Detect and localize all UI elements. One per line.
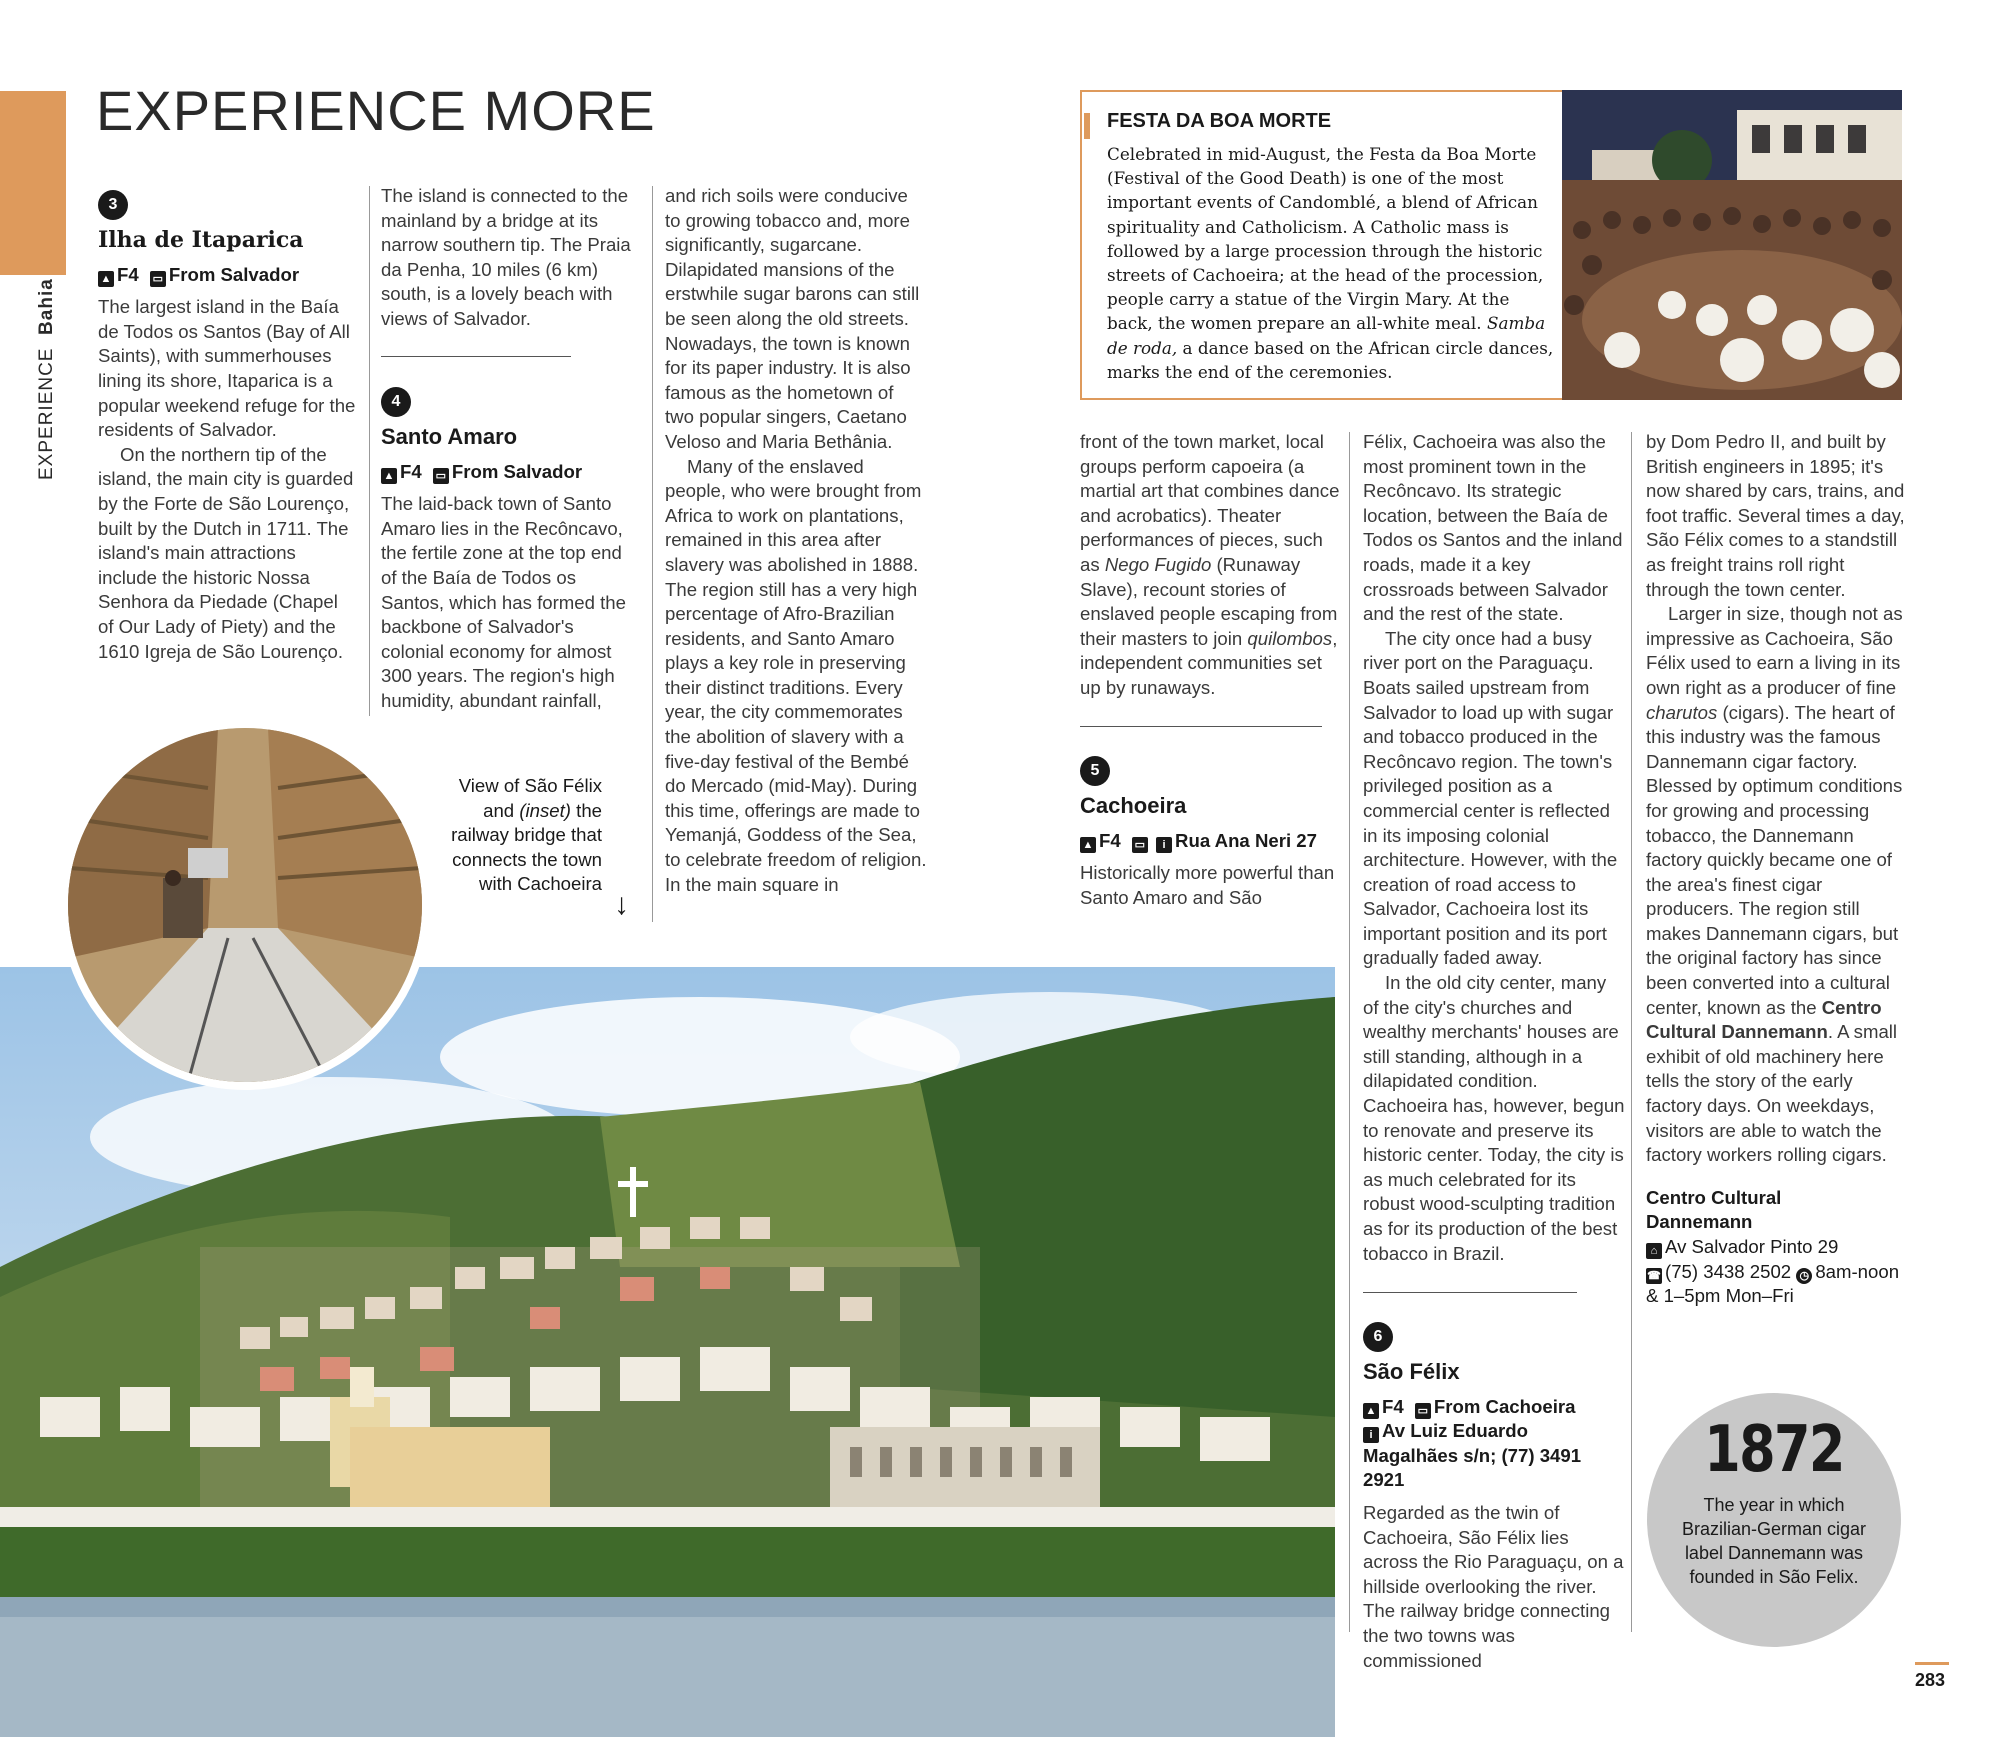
column-2-santo [381, 387, 641, 714]
photo-caption: View of São Félix and (inset) the railway bridge that connects the town with Cachoeira [451, 775, 602, 895]
map-icon: ▲ [381, 468, 397, 484]
entry-number: 4 [381, 387, 411, 417]
stat-year: 1872 [1704, 1413, 1844, 1487]
map-icon: ▲ [1080, 837, 1096, 853]
page-number-bar [1915, 1662, 1949, 1665]
dannemann-address: ⌂ Av Salvador Pinto 29 [1646, 1235, 1908, 1260]
paragraph: by Dom Pedro II, and built by British engineers in 1895; it's now shared by cars, trains, and foot traffic. Several times a day, São Félix comes to a standstill as freight trains roll right through the town center. [1646, 431, 1905, 600]
divider [381, 356, 571, 357]
column-rule [1349, 432, 1350, 1632]
paragraph: Félix, Cachoeira was also the most prominent town in the Recôncavo. Its strategic location, between the Baía de Todos os Santos and the inland roads, made it a key crossroads between Salvador and the rest of the state. [1363, 431, 1623, 625]
entry-meta: ▲ F4 ▭ From Cachoeira i Av Luiz Eduardo Magalhães s/n; (77) 3491 2921 [1363, 1395, 1582, 1491]
entry-heading: Santo Amaro [381, 424, 518, 449]
column-rule [369, 186, 370, 716]
entry-meta: ▲ F4 ▭ From Salvador [98, 263, 358, 288]
arrow-down-icon: ↓ [614, 888, 629, 921]
paragraph: front of the town market, local groups perform capoeira (a martial art that combines dance and acrobatics). Theater performances of pieces, such as Nego Fugido (Runaway Slave), recount stories of enslaved people escaping from their masters to join quilombos, independent communities set up by runaways. [1080, 431, 1340, 698]
paragraph: Larger in size, though not as impressive as Cachoeira, São Félix used to earn a living in its own right as a producer of fine charutos (cigars). The heart of this industry was the famous Dannemann cigar factory. Blessed by optimum conditions for growing and processing tobacco, the Dannemann factory quickly became one of the area's finest cigar producers. The region still makes Dannemann cigars, but the original factory has since been converted into a cultural center, known as the Centro Cultural Dannemann. A small exhibit of old machinery here tells the story of the early factory days. On weekdays, visitors are able to watch the factory workers rolling cigars. [1646, 603, 1903, 1166]
bus-icon: ▭ [433, 468, 449, 484]
bridge-illustration [68, 728, 422, 1082]
stat-text: The year in which Brazilian-German cigar label Dannemann was founded in São Felix. [1681, 1495, 1867, 1587]
entry-heading: Ilha de Itaparica [98, 227, 304, 253]
column-2 [381, 184, 641, 332]
entry-meta: ▲ F4 ▭ From Salvador [381, 460, 641, 485]
side-tab [0, 91, 66, 275]
divider [1080, 726, 1322, 727]
side-label [36, 278, 58, 480]
phone-icon: ☎ [1647, 1269, 1661, 1282]
clock-icon: ◷ [1796, 1268, 1812, 1284]
entry-number: 6 [1363, 1322, 1393, 1352]
map-icon: ▲ [1363, 1403, 1379, 1419]
paragraph: and rich soils were conducive to growing tobacco and, more significantly, sugarcane. Dilapidated mansions of the erstwhile sugar barons can still be seen along the old streets. Nowadays, the town is known for its paper industry. It is also famous as the hometown of two popular singers, Caetano Veloso and Maria Bethânia. [665, 185, 920, 452]
column-5-saofelix [1363, 1322, 1625, 1673]
paragraph: Historically more powerful than Santo Amaro and São [1080, 862, 1335, 908]
column-4 [1080, 430, 1342, 701]
divider [1363, 1292, 1577, 1293]
festa-accent [1084, 113, 1090, 139]
page-title: EXPERIENCE MORE [96, 79, 656, 142]
dannemann-contact: ☎ (75) 3438 2502 ◷ 8am-noon & 1–5pm Mon–Fri [1646, 1260, 1900, 1307]
festa-photo-illustration [1562, 90, 1902, 400]
paragraph: The largest island in the Baía de Todos os Santos (Bay of All Saints), with summerhouses lining its shore, Itaparica is a popular weekend refuge for the residents of Salvador. [98, 296, 356, 441]
entry-number: 3 [98, 190, 128, 220]
paragraph: The city once had a busy river port on the Paraguaçu. Boats sailed upstream from Salvador to load up with sugar and tobacco produced in the Recôncavo region. The town's privileged position as a commercial center is reflected in its imposing colonial architecture. However, with the creation of road access to Salvador, Cachoeira lost its important position and its port gradually faded away. [1363, 627, 1618, 969]
column-1 [98, 190, 358, 664]
column-4-cachoeira [1080, 756, 1342, 910]
info-icon: i [1156, 837, 1172, 853]
dannemann-heading: Centro Cultural Dannemann [1646, 1186, 1782, 1233]
festa-text: Celebrated in mid-August, the Festa da Boa Morte (Festival of the Good Death) is one of the most important events of Candomblé, a blend of African spirituality and Catholicism. A Catholic mass is followed by a large procession through the historic streets of Cachoeira; at the head of the procession, people carry a statue of the Virgin Mary. At the back, the women prepare an all-white meal. Samba de roda, a dance based on the African circle dances, marks the end of the ceremonies. [1107, 144, 1554, 382]
paragraph: The laid-back town of Santo Amaro lies in the Recôncavo, the fertile zone at the top end of the Baía de Todos os Santos, which has formed the backbone of Salvador's colonial economy for almost 300 years. The region's high humidity, abundant rainfall, [381, 493, 626, 711]
column-3 [665, 184, 927, 897]
page-number: 283 [1915, 1670, 1946, 1690]
column-rule [1631, 432, 1632, 1632]
entry-heading: São Félix [1363, 1359, 1460, 1384]
column-rule [652, 186, 653, 922]
paragraph: On the northern tip of the island, the main city is guarded by the Forte de São Lourenço, built by the Dutch in 1711. The island's main attractions include the historic Nossa Senhora da Piedade (Chapel of Our Lady of Piety) and the 1610 Igreja de São Lourenço. [98, 443, 354, 662]
side-region: Bahia [36, 278, 57, 335]
map-icon: ▲ [98, 271, 114, 287]
column-6 [1646, 430, 1908, 1309]
entry-number: 5 [1080, 756, 1110, 786]
paragraph: The island is connected to the mainland by a bridge at its narrow southern tip. The Praia da Penha, 10 miles (6 km) south, is a lovely beach with views of Salvador. [381, 185, 631, 329]
column-5 [1363, 430, 1625, 1266]
entry-meta: ▲ F4 ▭ i Rua Ana Neri 27 [1080, 829, 1342, 854]
bus-icon: ▭ [1132, 837, 1148, 853]
paragraph: In the old city center, many of the city's churches and wealthy merchants' houses are still standing, although in a dilapidated condition. Cachoeira has, however, begun to renovate and preserve its historic center. Today, the city is as much celebrated for its robust wood-sculpting tradition as for its production of the best tobacco in Brazil. [1363, 972, 1625, 1264]
side-section: EXPERIENCE [36, 347, 57, 480]
paragraph: Many of the enslaved people, who were brought from Africa to work on plantations, remained in this area after slavery was abolished in 1888. The region still has a very high percentage of Afro-Brazilian residents, and Santo Amaro plays a key role in preserving their distinct traditions. Every year, the city commemorates the abolition of slavery with a five-day festival of the Bembé do Mercado (mid-May). During this time, offerings are made to Yemanjá, Goddess of the Sea, to celebrate freedom of religion. In the main square in [665, 455, 927, 895]
festa-title: FESTA DA BOA MORTE [1107, 110, 1332, 132]
inset-photo [60, 720, 430, 1090]
info-icon: i [1363, 1427, 1379, 1443]
stat-circle [1647, 1393, 1901, 1647]
bus-icon: ▭ [150, 271, 166, 287]
entry-heading: Cachoeira [1080, 793, 1187, 818]
house-icon: ⌂ [1646, 1243, 1662, 1259]
paragraph: Regarded as the twin of Cachoeira, São Félix lies across the Rio Paraguaçu, on a hillside overlooking the river. The railway bridge connecting the two towns was commissioned [1363, 1501, 1624, 1671]
festa-photo [1562, 90, 1902, 400]
bus-icon: ▭ [1415, 1403, 1431, 1419]
